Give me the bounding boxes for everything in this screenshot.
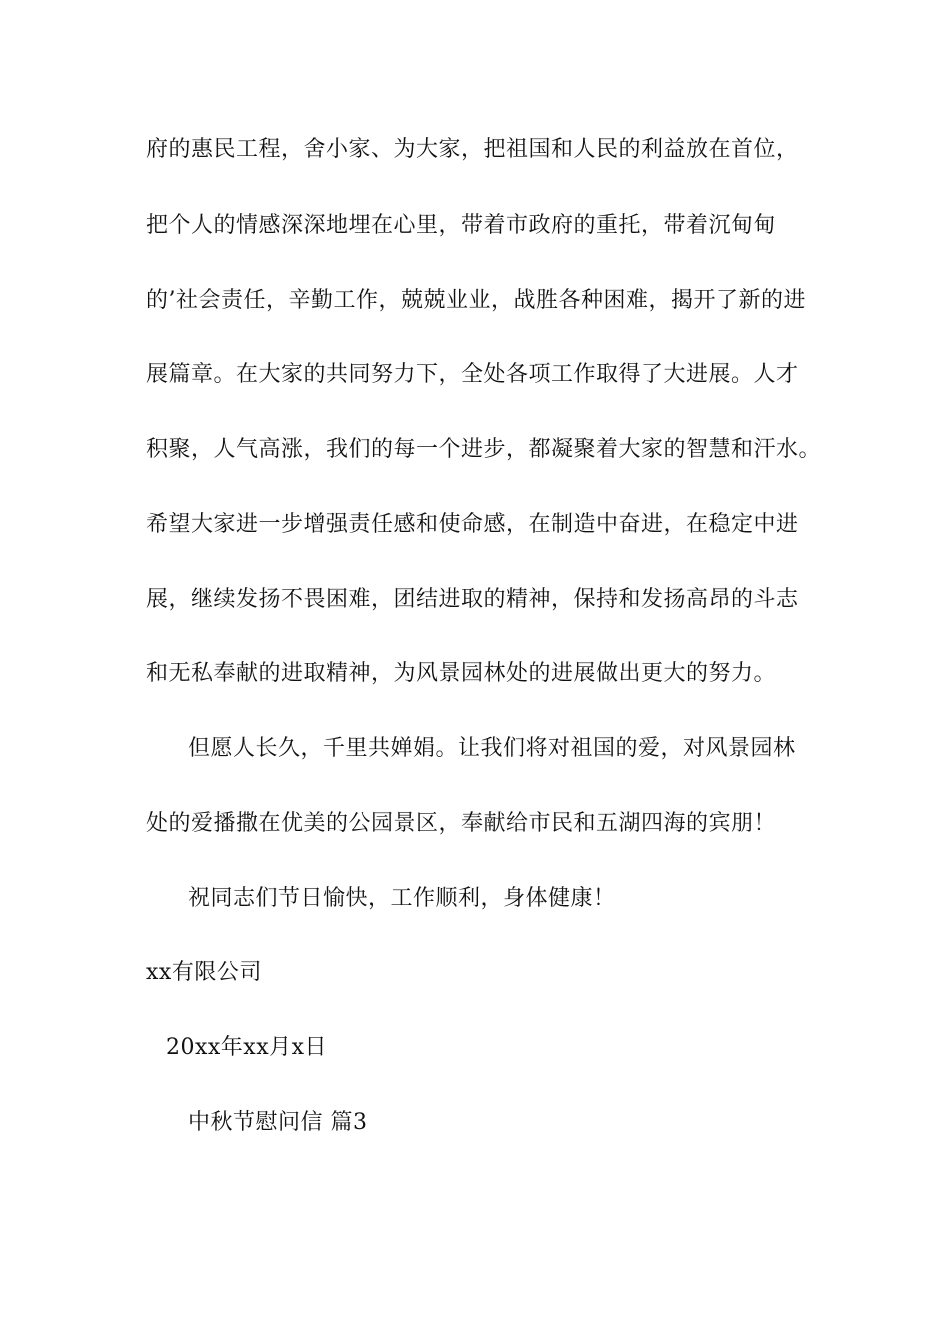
- body-text-line: 处的爱播撒在优美的公园景区，奉献给市民和五湖四海的宾朋！: [146, 811, 777, 836]
- signature-date: 20xx年xx月x日: [166, 1035, 328, 1060]
- paragraph-start-line: 但愿人长久，千里共婵娟。让我们将对祖国的爱，对风景园林: [188, 736, 796, 761]
- body-text-line: 的’社会责任，辛勤工作，兢兢业业，战胜各种困难，揭开了新的进: [146, 288, 806, 313]
- body-text-line: 和无私奉献的进取精神，为风景园林处的进展做出更大的努力。: [146, 661, 777, 686]
- closing-greeting: 祝同志们节日愉快，工作顺利，身体健康！: [188, 886, 616, 911]
- body-text-line: 展篇章。在大家的共同努力下，全处各项工作取得了大进展。人才: [146, 362, 799, 387]
- body-text-line: 展，继续发扬不畏困难，团结进取的精神，保持和发扬高昂的斗志: [146, 587, 799, 612]
- signature-company: xx有限公司: [146, 960, 262, 985]
- body-text-line: 把个人的情感深深地埋在心里，带着市政府的重托，带着沉甸甸: [146, 213, 777, 238]
- section-heading: 中秋节慰问信 篇3: [188, 1110, 368, 1135]
- body-text-line: 积聚，人气高涨，我们的每一个进步，都凝聚着大家的智慧和汗水。: [146, 437, 822, 462]
- body-text-line: 府的惠民工程，舍小家、为大家，把祖国和人民的利益放在首位，: [146, 137, 799, 162]
- body-text-line: 希望大家进一步增强责任感和使命感，在制造中奋进，在稳定中进: [146, 512, 799, 537]
